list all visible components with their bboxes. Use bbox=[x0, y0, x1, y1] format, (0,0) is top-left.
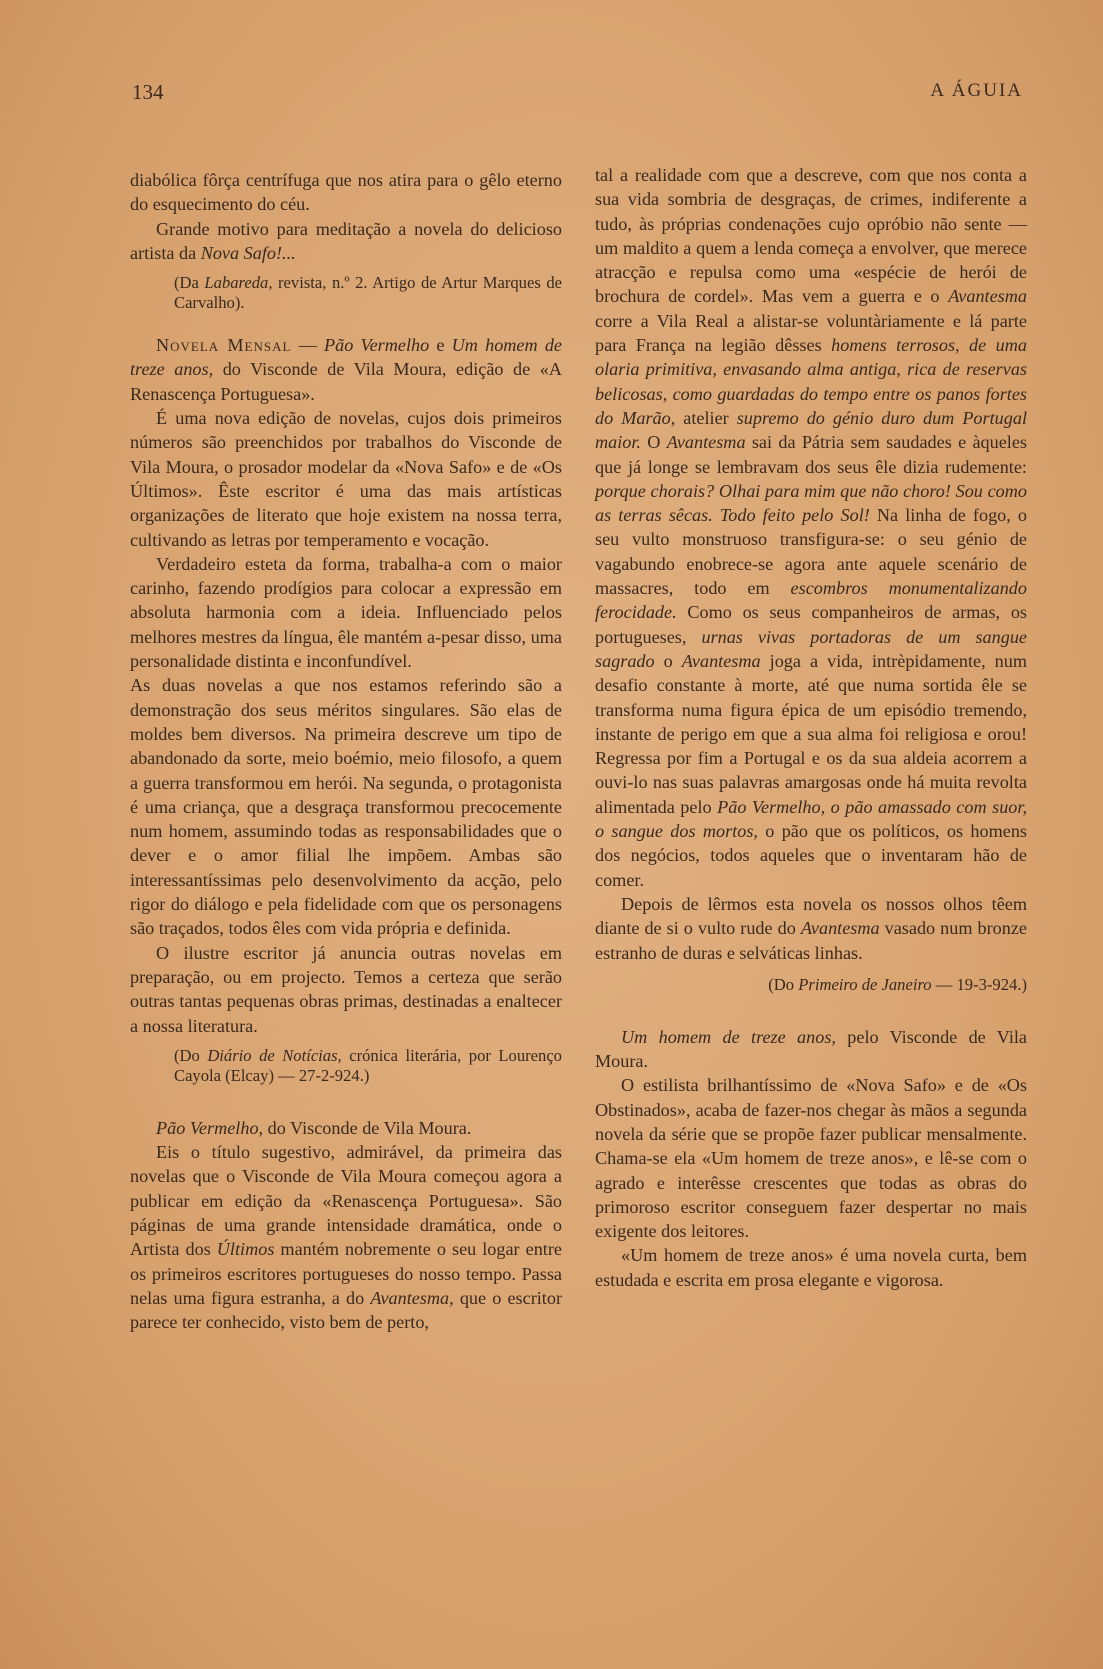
running-title: A ÁGUIA bbox=[930, 80, 1023, 101]
paragraph: Grande motivo para meditação a novela do delicioso artista da Nova Safo!... bbox=[130, 218, 562, 263]
page-header bbox=[132, 80, 1023, 110]
page-number: 134 bbox=[132, 80, 164, 104]
paragraph: O ilustre escritor já anuncia outras novelas em preparação, ou em projecto. Temos a certeza que serão outras tantas pequenas obras primas, destinadas a enaltecer a nossa literatura. bbox=[130, 942, 562, 1036]
source-citation: (Da Labareda, revista, n.º 2. Artigo de Artur Marques de Carvalho). bbox=[174, 273, 562, 313]
paragraph: É uma nova edição de novelas, cujos dois primeiros números são preenchidos por trabalhos do Visconde de Vila Moura, o prosador modelar da «Nova Safo» e de «Os Últimos». Êste escritor é uma das mais artísticas organizações de literato que hoje existem na nossa terra, cultivando as letras por temperamento e vocação. bbox=[130, 408, 562, 550]
source-citation: (Do Primeiro de Janeiro — 19-3-924.) bbox=[768, 974, 1027, 994]
paragraph: Pão Vermelho, do Visconde de Vila Moura. bbox=[156, 1117, 472, 1138]
section-heading: Novela Mensal bbox=[156, 335, 292, 356]
source-citation: (Do Diário de Notícias, crónica literária, por Lourenço Cayola (Elcay) — 27-2-924.) bbox=[174, 1045, 562, 1085]
paragraph: Um homem de treze anos, pelo Visconde de Vila Moura. bbox=[595, 1026, 1027, 1072]
paragraph: Novela Mensal — Pão Vermelho e Um homem de treze anos, do Visconde de Vila Moura, edição de «A Renascença Portuguesa». bbox=[130, 335, 562, 404]
paragraph: «Um homem de treze anos» é uma novela curta, bem estudada e escrita em prosa elegante e vigorosa. bbox=[595, 1245, 1027, 1290]
left-column bbox=[130, 168, 562, 1334]
right-column bbox=[595, 163, 1027, 1292]
paragraph: diabólica fôrça centrífuga que nos atira para o gêlo eterno do esquecimento do céu. bbox=[130, 170, 562, 215]
paragraph: Depois de lêrmos esta novela os nossos olhos têem diante de si o vulto rude do Avantesma vasado num bronze estranho de duras e selváticas linhas. bbox=[595, 893, 1027, 963]
paragraph: Eis o título sugestivo, admirável, da primeira das novelas que o Visconde de Vila Moura começou agora a publicar em edição da «Renascença Portuguesa». São páginas de uma grande intensidade dramática, onde o Artista dos Últimos mantém nobremente o seu logar entre os primeiros escritores portugueses do nosso tempo. Passa nelas uma figura estranha, a do Avantesma, que o escritor parece ter conhecido, visto bem de perto, bbox=[130, 1142, 563, 1333]
paragraph: Verdadeiro esteta da forma, trabalha-a com o maior carinho, fazendo prodígios para colocar a expressão em absoluta harmonia com a ideia. Influenciado pelos melhores mestres da língua, êle mantém a-pesar disso, uma personalidade distinta e inconfundível. bbox=[130, 553, 562, 672]
paragraph: tal a realidade com que a descreve, com que nos conta a sua vida sombria de desgraças, de crimes, indiferente a tudo, às próprias condenações cujo opróbio não sente — um maldito a quem a lenda começa a envolver, que merece atracção e repulsa como uma «espécie de herói de brochura de cordel». Mas vem a guerra e o Avantesma corre a Vila Real a alistar-se voluntàriamente e lá parte para França na legião dêsses homens terrosos, de uma olaria primitiva, envasando alma antiga, rica de reservas belicosas, como guardadas do tempo entre os panos fortes do Marão, atelier supremo do génio duro dum Portugal maior. O Avantesma sai da Pátria sem saudades e àqueles que já longe se lembravam dos seus êle dizia rudemente: porque chorais? Olhai para mim que não choro! Sou como as terras sêcas. Todo feito pelo Sol! Na linha de fogo, o seu vulto monstruoso transfigura-se: o seu génio de vagabundo enobrece-se agora ante aquele scenário de massacres, todo em escombros monumentalizando ferocidade. Como os seus companheiros de armas, os portugueses, urnas vivas portadoras de um sangue sagrado o Avantesma joga a vida, intrèpidamente, num desafio constante à morte, até que numa sortida êle se transforma numa figura épica de um episódio tremendo, instante de perigo em que a sua alma foi religiosa e orou! Regressa por fim a Portugal e os da sua aldeia acorrem a ouvi-lo nas suas palavras amargosas onde há muita revolta alimentada pelo Pão Vermelho, o pão amassado com suor, o sangue dos mortos, o pão que os políticos, os homens dos negócios, todos aqueles que o inventaram hão de comer. bbox=[595, 165, 1028, 890]
paragraph: As duas novelas a que nos estamos referindo são a demonstração dos seus méritos singulares. São elas de moldes bem diversos. Na primeira descreve um tipo de abandonado da sorte, meio boémio, meio filosofo, a quem a guerra transformou em herói. Na segunda, o protagonista é uma criança, que a desgraça transformou precocemente num homem, assumindo todas as responsabilidades que o dever e o amor filial lhe impõem. Ambas são interessantíssimas pelo desenvolvimento da acção, pelo rigor do diálogo e pela fidelidade com que os personagens são traçados, todos êles com vida própria e definida. bbox=[130, 675, 562, 939]
paragraph: O estilista brilhantíssimo de «Nova Safo» e de «Os Obstinados», acaba de fazer-nos chegar às mãos a segunda novela da série que se propõe fazer publicar mensalmente. Chama-se ela «Um homem de treze anos», e lê-se com o agrado e interêsse crescentes que todas as obras do primoroso escritor conseguem fazer despertar no mais exigente dos leitores. bbox=[595, 1075, 1027, 1242]
